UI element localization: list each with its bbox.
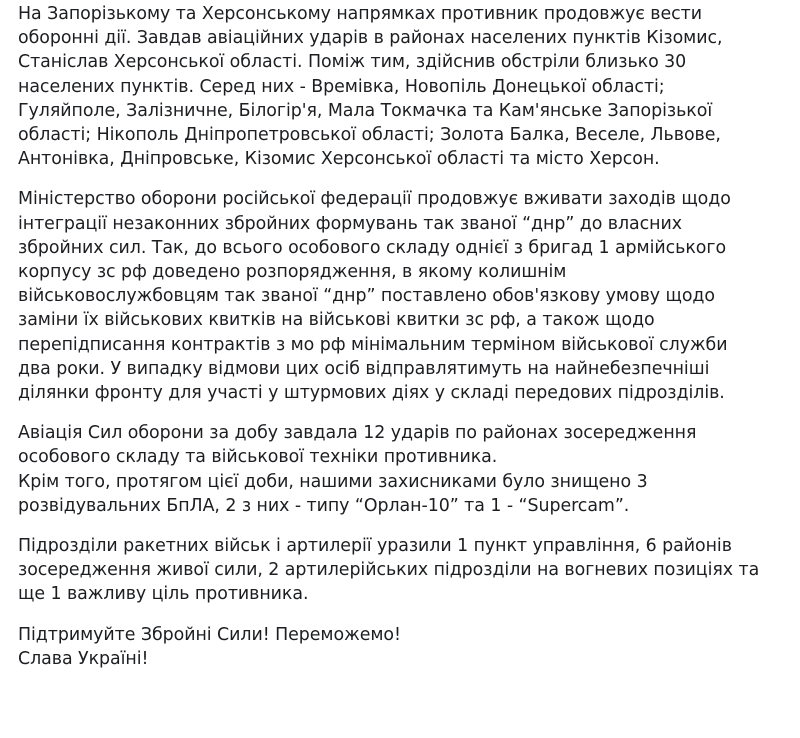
paragraph-closing: Підтримуйте Збройні Сили! Переможемо! Слава Україні!: [18, 624, 401, 669]
post-body: [18, 2, 788, 671]
paragraph-enemy-actions: На Запорізькому та Херсонському напрямках противник продовжує вести оборонні дії. Завдав авіаційних ударів в районах населених пунктів Кізомис, Станіслав Херсонської області. Поміж тим, здійснив обстріли близько 30 населених пунктів. Серед них - Времівка, Новопіль Донецької області; Гуляйполе, Залізничне, Білогір'я, Мала Токмачка та Кам'янське Запорізької області; Нікополь Дніпропетровської області; Золота Балка, Веселе, Львове, Антонівка, Дніпровське, Кізомис Херсонської області та місто Херсон.: [18, 4, 723, 170]
paragraph-aviation-strikes: Авіація Сил оборони за добу завдала 12 ударів по районах зосередження особового складу та військової техніки противника. Крім того, протягом цієї доби, нашими захисниками було знищено 3 розвідувальних БпЛА, 2 з них - типу “Орлан-10” та 1 - “Supercam”.: [18, 423, 697, 516]
paragraph-ministry-integration: Міністерство оборони російської федерації продовжує вживати заходів щодо інтеграції незаконних збройних формувань так званої “днр” до власних збройних сил. Так, до всього особового складу однієї з бригад 1 армійського корпусу зс рф доведено розпорядження, в якому колишнім військовослужбовцям так званої “днр” поставлено обов'язкову умову щодо заміни їх військових квитків на військові квитки зс рф, а також щодо перепідписання контрактів з мо рф мінімальним терміном військової служби два роки. У випадку відмови цих осіб відправлятимуть на найнебезпечніші ділянки фронту для участі у штурмових діях у складі передових підрозділів.: [18, 189, 731, 404]
paragraph-artillery: Підрозділи ракетних військ і артилерії уразили 1 пункт управління, 6 районів зосередження живої сили, 2 артилерійських підрозділи на вогневих позиціях та ще 1 важливу ціль противника.: [18, 536, 760, 605]
